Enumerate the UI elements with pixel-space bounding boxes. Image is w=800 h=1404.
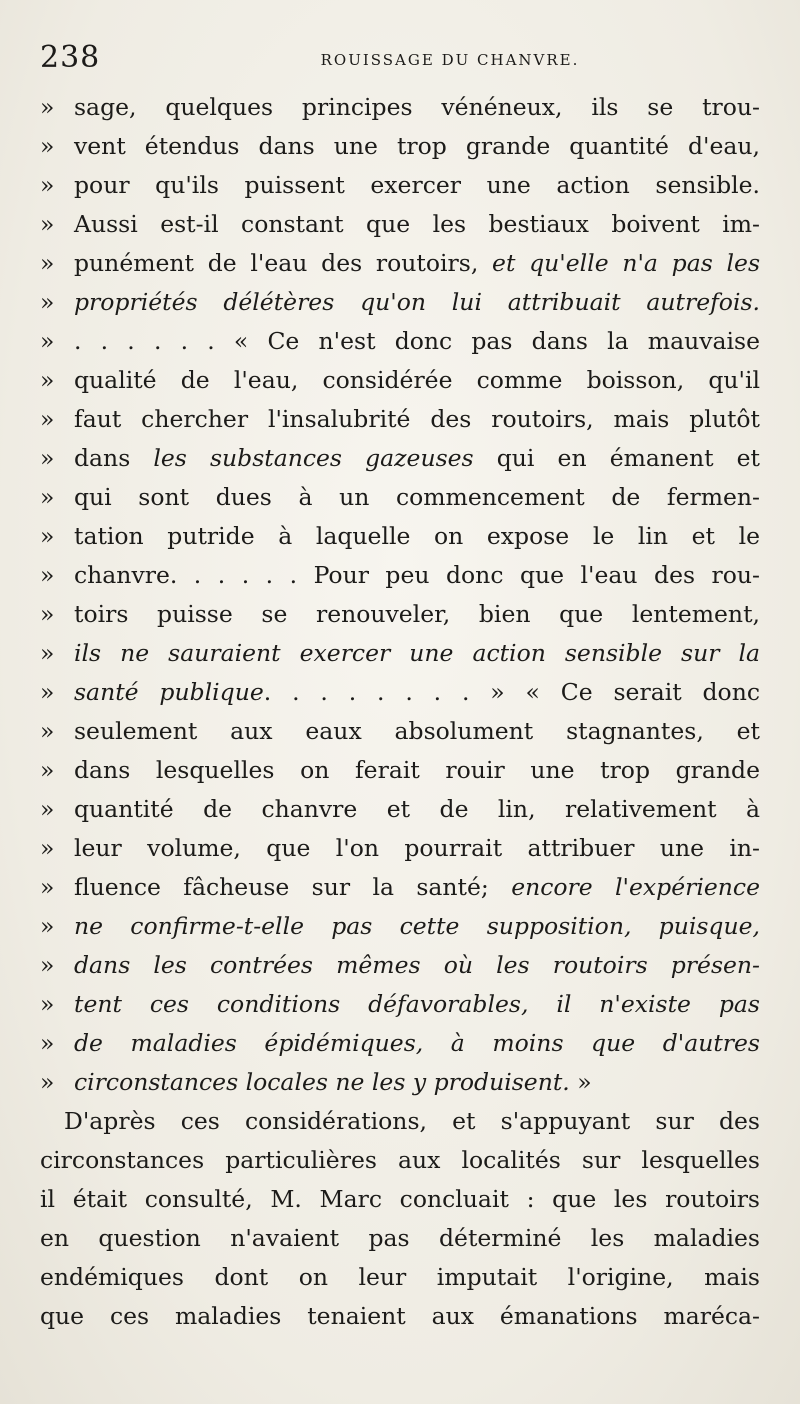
italic-text: ils ne sauraient exercer une action sensible sur la	[74, 639, 760, 667]
text-segment: vent étendus dans une trop grande quantité d'eau,	[74, 132, 760, 160]
italic-text: santé publique	[74, 678, 264, 706]
quote-mark: »	[40, 522, 55, 550]
text-line	[40, 595, 760, 634]
quote-mark: »	[40, 834, 55, 862]
quote-mark: »	[40, 951, 55, 979]
quote-mark: »	[40, 249, 55, 277]
text-line	[40, 829, 760, 868]
quote-mark: »	[40, 288, 55, 316]
quote-mark: »	[40, 600, 55, 628]
italic-text: tent ces conditions défavorables, il n'existe pas	[74, 990, 760, 1018]
running-title: ROUISSAGE DU CHANVRE.	[320, 51, 580, 69]
text-segment: leur volume, que l'on pourrait attribuer une in-	[74, 834, 760, 862]
text-line	[40, 712, 760, 751]
italic-text: propriétés délétères qu'on lui attribuait autrefois.	[74, 288, 760, 316]
text-line	[40, 556, 760, 595]
quote-mark: »	[40, 210, 55, 238]
quote-mark: »	[40, 93, 55, 121]
text-line	[40, 907, 760, 946]
quote-mark: »	[40, 717, 55, 745]
quote-mark: »	[40, 171, 55, 199]
text-line	[40, 322, 760, 361]
quote-mark: »	[40, 795, 55, 823]
quote-mark: »	[40, 873, 55, 901]
quote-mark: »	[40, 639, 55, 667]
text-segment: . . . . . . . . » « Ce serait donc	[263, 678, 760, 706]
italic-text: dans les contrées mêmes où les routoirs présen-	[74, 951, 760, 979]
text-line	[40, 985, 760, 1024]
text-line	[40, 166, 760, 205]
text-segment: il était consulté, M. Marc concluait : que les routoirs	[40, 1185, 760, 1213]
text-line	[40, 1258, 760, 1297]
text-segment: dans	[74, 444, 154, 472]
text-segment: chanvre. . . . . . Pour peu donc que l'eau des rou-	[74, 561, 760, 589]
italic-text: circonstances locales ne les y produisent.	[74, 1068, 570, 1096]
text-line	[40, 1219, 760, 1258]
text-line	[40, 751, 760, 790]
text-line	[40, 790, 760, 829]
text-segment: qualité de l'eau, considérée comme boisson, qu'il	[74, 366, 760, 394]
quote-mark: »	[40, 366, 55, 394]
text-line	[40, 283, 760, 322]
text-segment: faut chercher l'insalubrité des routoirs, mais plutôt	[74, 405, 760, 433]
text-segment: qui sont dues à un commencement de fermen-	[74, 483, 760, 511]
text-line	[40, 946, 760, 985]
text-line	[40, 88, 760, 127]
text-line	[40, 1141, 760, 1180]
text-line	[40, 1102, 760, 1141]
text-segment: pour qu'ils puissent exercer une action sensible.	[74, 171, 760, 199]
text-segment: »	[569, 1068, 592, 1096]
text-line	[40, 1297, 760, 1336]
text-line	[40, 244, 760, 283]
text-segment: en question n'avaient pas déterminé les maladies	[40, 1224, 760, 1252]
quote-mark: »	[40, 678, 55, 706]
text-segment: quantité de chanvre et de lin, relativement à	[74, 795, 760, 823]
quote-mark: »	[40, 561, 55, 589]
quote-mark: »	[40, 912, 55, 940]
text-line	[40, 1180, 760, 1219]
text-line	[40, 400, 760, 439]
text-line	[40, 517, 760, 556]
italic-text: ne confirme-t-elle pas cette supposition, puisque,	[74, 912, 760, 940]
text-segment: punément de l'eau des routoirs,	[74, 249, 493, 277]
text-segment: circonstances particulières aux localités sur lesquelles	[40, 1146, 760, 1174]
text-segment: D'après ces considérations, et s'appuyant sur des	[64, 1107, 760, 1135]
text-segment: endémiques dont on leur imputait l'origine, mais	[40, 1263, 760, 1291]
page-number: 238	[40, 40, 101, 75]
quote-mark: »	[40, 990, 55, 1018]
quote-mark: »	[40, 444, 55, 472]
text-segment: . . . . . . « Ce n'est donc pas dans la mauvaise	[74, 327, 760, 355]
body-text	[40, 88, 760, 1336]
text-line	[40, 634, 760, 673]
quote-mark: »	[40, 483, 55, 511]
text-line	[40, 868, 760, 907]
italic-text: encore l'expérience	[511, 873, 760, 901]
quote-mark: »	[40, 756, 55, 784]
text-segment: dans lesquelles on ferait rouir une trop grande	[74, 756, 760, 784]
page-header	[40, 38, 760, 78]
text-segment: que ces maladies tenaient aux émanations maréca-	[40, 1302, 760, 1330]
italic-text: de maladies épidémiques, à moins que d'autres	[74, 1029, 760, 1057]
quote-mark: »	[40, 132, 55, 160]
italic-text: les substances gazeuses	[153, 444, 474, 472]
text-segment: Aussi est-il constant que les bestiaux boivent im-	[74, 210, 760, 238]
text-line	[40, 478, 760, 517]
text-segment: toirs puisse se renouveler, bien que lentement,	[74, 600, 760, 628]
text-segment: qui en émanent et	[473, 444, 760, 472]
text-line	[40, 1063, 760, 1102]
quote-mark: »	[40, 1068, 55, 1096]
text-segment: tation putride à laquelle on expose le lin et le	[74, 522, 760, 550]
text-line	[40, 205, 760, 244]
text-line	[40, 673, 760, 712]
text-line	[40, 127, 760, 166]
text-segment: sage, quelques principes vénéneux, ils se trou-	[74, 93, 760, 121]
quote-mark: »	[40, 327, 55, 355]
text-segment: fluence fâcheuse sur la santé;	[74, 873, 512, 901]
quote-mark: »	[40, 1029, 55, 1057]
italic-text: et qu'elle n'a pas les	[492, 249, 760, 277]
quote-mark: »	[40, 405, 55, 433]
text-line	[40, 439, 760, 478]
text-segment: seulement aux eaux absolument stagnantes, et	[74, 717, 760, 745]
text-line	[40, 1024, 760, 1063]
text-line	[40, 361, 760, 400]
